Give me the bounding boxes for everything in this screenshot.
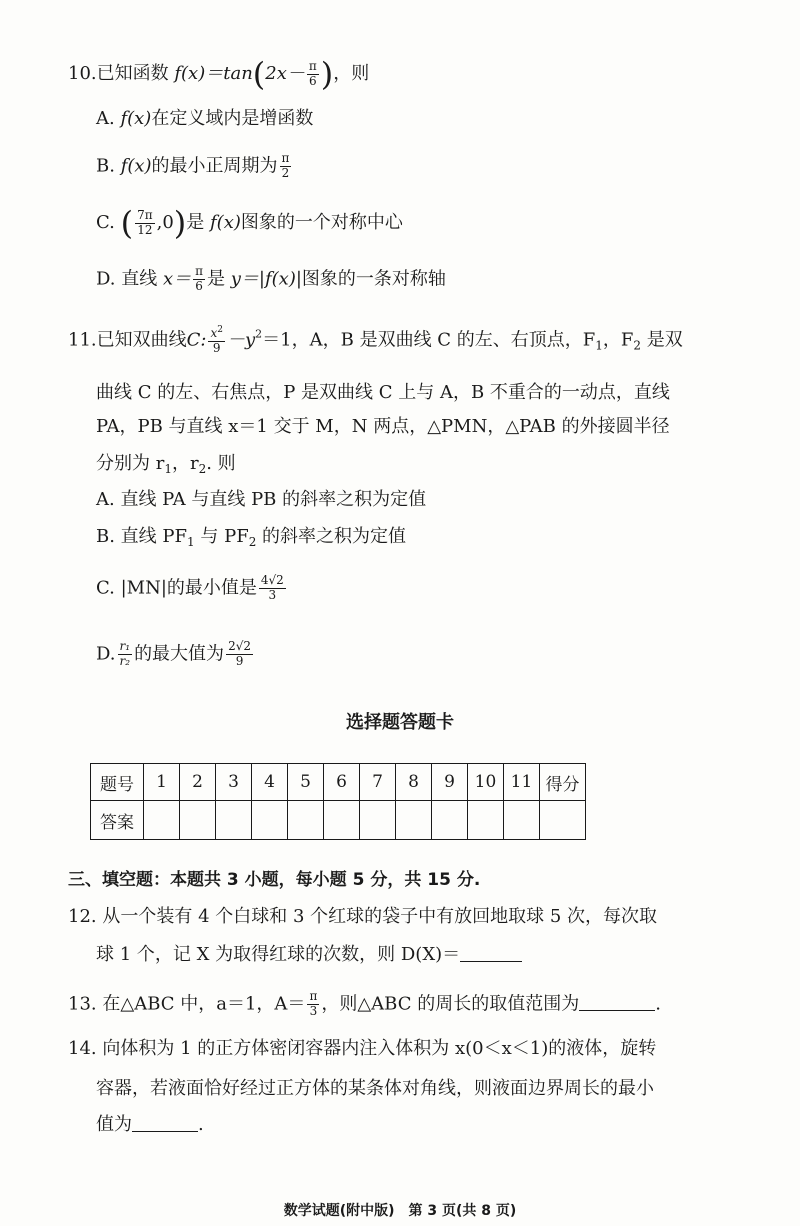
q12-answer-blank[interactable] [460, 947, 522, 962]
answer-cell[interactable] [288, 801, 324, 840]
q11-line2: 曲线 C 的左、右焦点，P 是双曲线 C 上与 A，B 不重合的一动点，直线 [96, 382, 670, 403]
answer-cell[interactable] [504, 801, 540, 840]
q11-option-d: D. $\frac{\text{r₁}}{\text{r₂}}$ 的最大值为 $\frac{2√2}{9}$ [96, 639, 251, 668]
answer-cell[interactable] [252, 801, 288, 840]
header-cell: 6 [324, 764, 360, 801]
header-cell: 题号 [91, 764, 144, 801]
answer-card-title: 选择题答题卡 [346, 712, 454, 733]
q13-answer-blank[interactable] [579, 996, 655, 1011]
q11-option-c: C. |MN|的最小值是 $\frac{4√2}{3}$ [96, 573, 284, 602]
q14-line3: 值为 . [96, 1114, 204, 1135]
header-cell: 4 [252, 764, 288, 801]
q12-line2: 球 1 个，记 X 为取得红球的次数，则 D(X)＝ [96, 946, 522, 964]
q14-answer-blank[interactable] [132, 1117, 198, 1132]
answer-row-label: 答案 [91, 801, 144, 840]
header-cell: 2 [180, 764, 216, 801]
answer-cell[interactable] [324, 801, 360, 840]
q11-line4: 分别为 $r_1$，$r_2$. 则 [96, 453, 236, 476]
q10-frac: $\frac{\pi}{6}$ [308, 58, 317, 88]
answer-card-table [90, 763, 586, 840]
header-cell: 1 [144, 764, 180, 801]
q10-stem: 10.已知函数 f(x)＝tan(2x－ $\frac{\pi}{6}$ )，则 [68, 55, 370, 93]
header-cell: 7 [360, 764, 396, 801]
header-cell: 11 [504, 764, 540, 801]
page-footer: 数学试题(附中版) 第 3 页(共 8 页) [283, 1203, 517, 1219]
answer-card-answer-row [91, 801, 586, 840]
answer-cell[interactable] [468, 801, 504, 840]
header-cell: 5 [288, 764, 324, 801]
q14-line2: 容器，若液面恰好经过正方体的某条体对角线，则液面边界周长的最小 [96, 1078, 654, 1099]
q10-option-a: A. f(x)在定义域内是增函数 [96, 108, 314, 129]
q11-option-b: B. 直线 $PF_1$ 与 $PF_2$ 的斜率之积为定值 [96, 526, 407, 549]
q10-option-b: B. f(x)的最小正周期为 $\frac{\pi}{2}$ [96, 151, 290, 180]
answer-cell[interactable] [360, 801, 396, 840]
header-cell: 8 [396, 764, 432, 801]
answer-cell[interactable] [432, 801, 468, 840]
header-cell: 3 [216, 764, 252, 801]
q11-line3: PA，PB 与直线 x＝1 交于 M，N 两点，△PMN，△PAB 的外接圆半径 [96, 416, 670, 437]
answer-cell[interactable] [396, 801, 432, 840]
q14-line1: 14. 向体积为 1 的正方体密闭容器内注入体积为 x(0＜x＜1)的液体，旋转 [68, 1038, 657, 1059]
q11-stem: 11.已知双曲线C: $\frac{x^2}{9}$ $-y^2=1$，A，B 是双曲线 C 的左、右顶点，$F_1$，$F_2$ 是双 [68, 325, 683, 355]
q12-line1: 12. 从一个装有 4 个白球和 3 个红球的袋子中有放回地取球 5 次，每次取 [68, 906, 658, 927]
answer-cell[interactable] [216, 801, 252, 840]
answer-cell[interactable] [144, 801, 180, 840]
q10-option-d: D. 直线 x＝ $\frac{\pi}{6}$ 是 y＝|f(x)|图象的一条对称轴 [96, 264, 446, 293]
header-cell: 10 [468, 764, 504, 801]
score-cell[interactable] [540, 801, 586, 840]
header-cell: 9 [432, 764, 468, 801]
q13: 13. 在△ABC 中，a＝1，A＝ $\frac{\pi}{3}$ ，则△ABC 的周长的取值范围为 . [68, 989, 661, 1018]
q11-option-a: A. 直线 PA 与直线 PB 的斜率之积为定值 [96, 489, 427, 510]
header-cell: 得分 [540, 764, 586, 801]
q10-option-c: C. ( $\frac{7\pi}{12}$ ,0)是 f(x)图象的一个对称中心 [96, 204, 403, 242]
answer-card-header-row [91, 764, 586, 801]
section-3-heading: 三、填空题：本题共 3 小题，每小题 5 分，共 15 分. [68, 870, 481, 890]
answer-cell[interactable] [180, 801, 216, 840]
